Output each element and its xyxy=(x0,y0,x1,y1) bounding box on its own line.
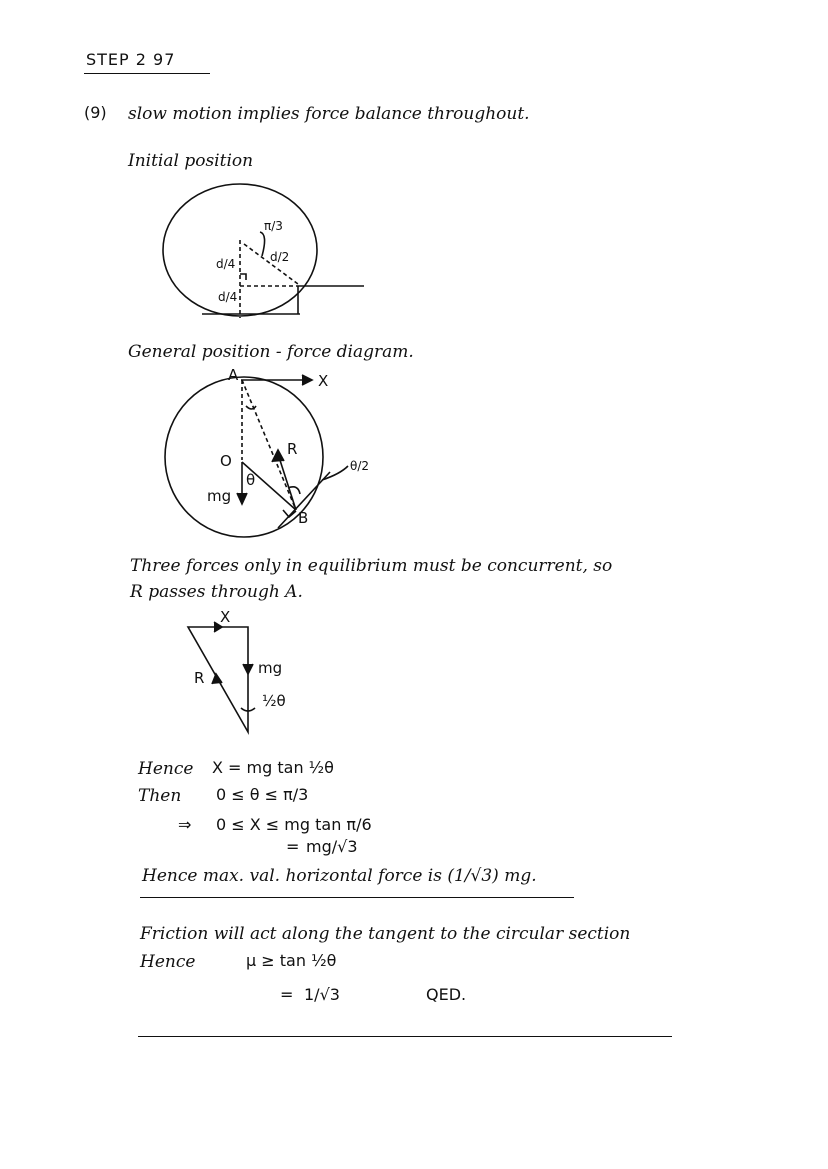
page-title: STEP 2 97 xyxy=(86,50,176,69)
triangle-half-theta-label: ½θ xyxy=(262,692,286,710)
question-intro: slow motion implies force balance throughout. xyxy=(128,104,530,124)
equals-sign: = xyxy=(286,837,300,856)
friction-equals: = xyxy=(280,985,294,1004)
then-word: Then xyxy=(138,786,182,806)
qed-mark: QED. xyxy=(426,985,467,1004)
friction-value: 1/√3 xyxy=(304,985,340,1004)
question-number: (9) xyxy=(84,103,107,122)
theta-range: 0 ≤ θ ≤ π/3 xyxy=(216,785,309,804)
point-b-label: B xyxy=(298,509,309,527)
triangle-x-label: X xyxy=(220,608,231,626)
mg-over-root3: mg/√3 xyxy=(306,837,358,856)
concurrency-line-2: R passes through A. xyxy=(130,582,303,602)
x-range: 0 ≤ X ≤ mg tan π/6 xyxy=(216,815,372,834)
friction-hence-word: Hence xyxy=(140,952,196,972)
center-o-label: O xyxy=(220,452,232,470)
initial-position-caption: Initial position xyxy=(128,151,254,171)
d-quarter-lower-label: d/4 xyxy=(218,290,238,304)
mu-inequality: μ ≥ tan ½θ xyxy=(246,951,337,970)
general-position-diagram xyxy=(165,375,348,537)
general-position-caption: General position - force diagram. xyxy=(128,342,414,362)
friction-statement: Friction will act along the tangent to the circular section xyxy=(140,924,631,944)
concurrency-line-1: Three forces only in equilibrium must be concurrent, so xyxy=(130,556,613,576)
half-theta-label: θ/2 xyxy=(350,459,370,473)
weight-mg-label: mg xyxy=(207,487,232,505)
point-a-label: A xyxy=(228,366,239,384)
hence-word: Hence xyxy=(138,759,194,779)
final-rule xyxy=(138,1036,672,1037)
initial-position-diagram xyxy=(163,184,364,318)
d-half-label: d/2 xyxy=(270,250,290,264)
triangle-mg-label: mg xyxy=(258,659,283,677)
max-force-conclusion: Hence max. val. horizontal force is (1/√3) mg. xyxy=(142,866,537,886)
d-quarter-upper-label: d/4 xyxy=(216,257,236,271)
angle-label: π/3 xyxy=(264,219,283,233)
x-equation: X = mg tan ½θ xyxy=(212,758,334,777)
implies-symbol: ⇒ xyxy=(178,815,192,834)
conclusion-rule xyxy=(140,897,574,898)
triangle-r-label: R xyxy=(194,669,205,687)
reaction-r-label: R xyxy=(287,440,298,458)
force-x-label: X xyxy=(318,372,329,390)
theta-label: θ xyxy=(246,471,256,489)
